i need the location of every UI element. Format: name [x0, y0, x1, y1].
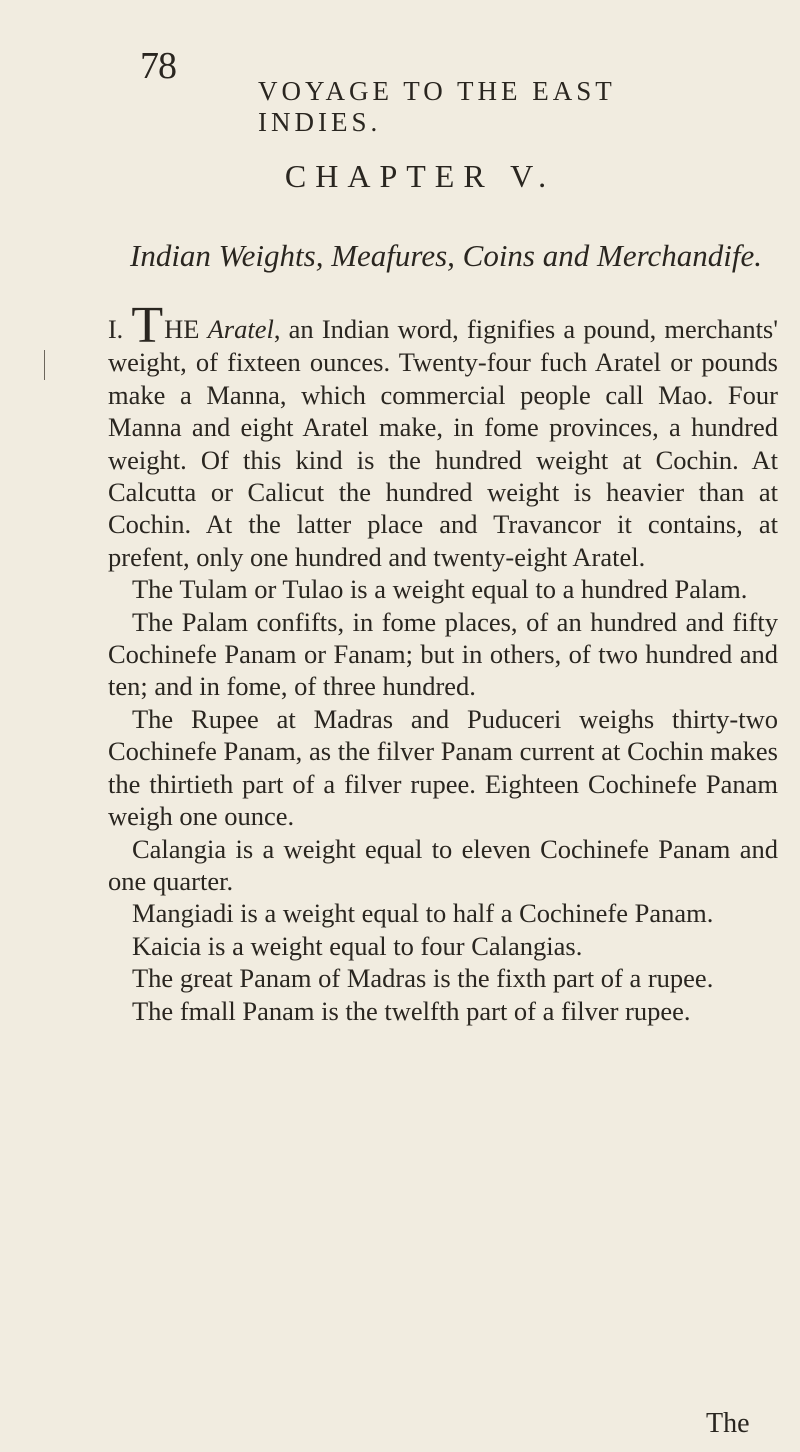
page-number: 78	[140, 45, 176, 87]
section-number: I.	[108, 315, 124, 344]
paragraph-9: The fmall Panam is the twelfth part of a filver rupee.	[132, 995, 691, 1026]
chapter-heading: CHAPTER V.	[284, 158, 556, 194]
term-aratel: Aratel	[207, 314, 274, 344]
paragraph-6: Mangiadi is a weight equal to half a Cochinefe Panam.	[132, 898, 714, 929]
catchword: The	[706, 1408, 750, 1439]
paragraph-5: Calangia is a weight equal to eleven Cochinefe Panam and one quarter.	[108, 833, 778, 896]
running-head: VOYAGE TO THE EAST INDIES.	[258, 76, 616, 137]
body-text	[108, 297, 779, 1027]
paragraph-3: The Palam confifts, in fome places, of an hundred and fifty Cochinefe Panam or Fanam; but in others, of two hundred and ten; and in fome, of three hundred.	[108, 606, 778, 702]
paragraph-4: The Rupee at Madras and Puduceri weighs thirty-two Cochinefe Panam, as the filver Panam current at Cochin makes the thirtieth part of a filver rupee. Eighteen Cochinefe Panam weigh one ounce.	[108, 703, 778, 832]
margin-mark	[44, 350, 45, 380]
paragraph-1	[108, 297, 779, 573]
paragraph-2: The Tulam or Tulao is a weight equal to a hundred Palam.	[132, 574, 748, 605]
drop-cap: T	[131, 297, 164, 354]
paragraph-8: The great Panam of Madras is the fixth part of a rupee.	[132, 963, 714, 994]
paragraph-7: Kaicia is a weight equal to four Calangias.	[132, 930, 583, 961]
paragraph-text: , an Indian word, fignifies a pound, merchants' weight, of fixteen ounces. Twenty-four fuch Aratel or pounds make a Manna, which commercial people call Mao. Four Manna and eight Aratel make, in fome provinces, a hundred weight. Of this kind is the hundred weight at Cochin. At Calcutta or Calicut the hundred weight is heavier than at Cochin. At the latter place and Travancor it contains, at prefent, only one hundred and twenty-eight Aratel.	[108, 314, 779, 572]
page-header	[140, 44, 740, 137]
chapter-subtitle: Indian Weights, Meafures, Coins and Merchandife.	[130, 238, 762, 273]
opening-word: HE	[164, 314, 200, 344]
